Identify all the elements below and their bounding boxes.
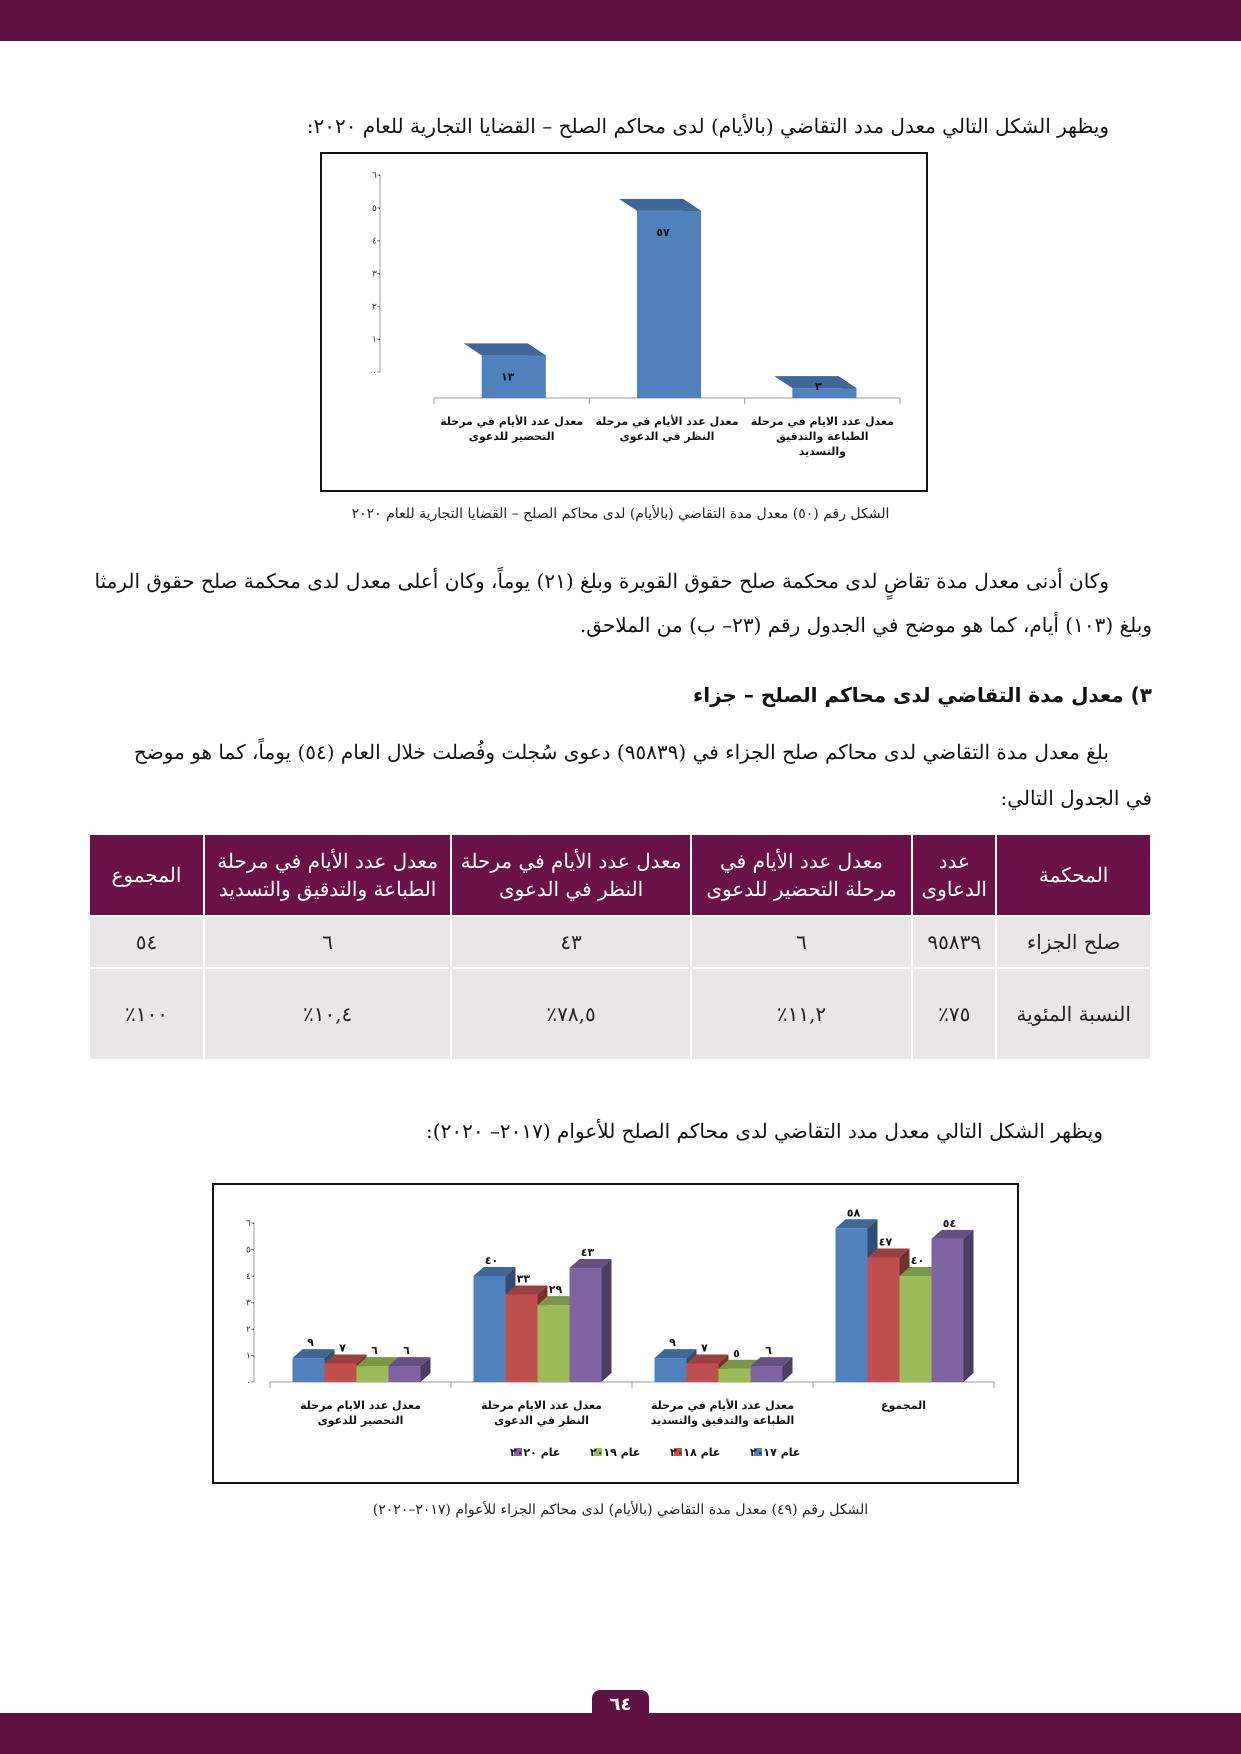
chart2-data-label: ٥ (733, 1346, 740, 1360)
chart1-frame (320, 152, 928, 492)
chart1-plot (322, 154, 926, 490)
y-tick-label: ٤٠ (372, 236, 382, 247)
page-number: ٦٤ (592, 1690, 649, 1720)
y-tick-label: ٣٠ (372, 269, 382, 280)
table-cell: ٦ (204, 916, 451, 968)
chart2-data-label: ٤٠ (910, 1254, 925, 1267)
chart1-category-label: معدل عدد الأيام في مرحلة التحضير للدعوى (440, 415, 584, 443)
chart2-data-label: ٩ (307, 1336, 314, 1350)
chart2-data-label: ٦ (371, 1344, 378, 1358)
chart2-data-label: ٢٩ (548, 1283, 563, 1297)
table-cell: ١١,٢٪ (691, 968, 913, 1060)
chart2-category-label: معدل عدد الايام مرحلة التحضير للدعوى (300, 1399, 421, 1427)
col-header-printing: معدل عدد الأيام في مرحلة الطباعة والتدقيق والتسديد (204, 834, 451, 916)
table-row (89, 916, 1151, 968)
chart1-data-label: ٥٧ (656, 225, 670, 239)
chart2-data-label: ٥٤ (942, 1216, 957, 1230)
legend-label: عام ٢٠١٨ (670, 1446, 721, 1459)
legend-label: عام ٢٠١٩ (590, 1446, 641, 1459)
chart2-data-label: ٥٨ (846, 1206, 861, 1220)
paragraph-1-line-1: وكان أدنى معدل مدة تقاضٍ لدى محكمة صلح حقوق القويرة وبلغ (٢١) يوماً، وكان أعلى معدل لدى محكمة صلح حقوق الرمثا (94, 569, 1109, 593)
col-header-preparation: معدل عدد الأيام في مرحلة التحضير للدعوى (691, 834, 913, 916)
chart2-data-label: ٤٧ (878, 1235, 893, 1249)
chart2-caption: الشكل رقم (٤٩) معدل مدة التقاضي (بالأيام) لدى محاكم الجزاء للأعوام (٢٠١٧–٢٠٢٠) (372, 1502, 869, 1518)
chart1-category-label: معدل عدد الايام في مرحلة الطباعة والتدقيق والتسديد (750, 415, 894, 458)
chart2-plot (214, 1185, 1017, 1482)
col-header-court: المحكمة (996, 834, 1151, 916)
col-header-hearing: معدل عدد الأيام في مرحلة النظر في الدعوى (451, 834, 690, 916)
y-tick-label: ٣٠ (246, 1298, 256, 1309)
y-tick-label: ٠ (246, 1378, 251, 1388)
top-banner (0, 0, 1241, 41)
table-cell: ٧٥٪ (912, 968, 996, 1060)
chart1-caption: الشكل رقم (٥٠) معدل مدة التقاضي (بالأيام) لدى محاكم الصلح – القضايا التجارية للعام ٢٠٢٠ (351, 506, 890, 522)
chart2-data-label: ٧ (339, 1341, 346, 1355)
paragraph-2-line-1: بلغ معدل مدة التقاضي لدى محاكم صلح الجزاء في (٩٥٨٣٩) دعوى سُجلت وفُصلت خلال العام (٥٤) يوماً، كما هو موضح (133, 740, 1109, 764)
chart2-bar (932, 1230, 974, 1382)
chart2-data-label: ٤٠ (484, 1254, 499, 1267)
y-tick-label: ٥٠ (372, 203, 382, 214)
y-tick-label: ٦٠ (372, 171, 382, 181)
y-tick-label: ٠ (372, 368, 377, 378)
chart2-data-label: ٦ (403, 1344, 410, 1358)
col-header-total: المجموع (89, 834, 204, 916)
table-cell: ١٠٠٪ (89, 968, 204, 1060)
chart1-data-label: ٣ (814, 380, 822, 393)
table-cell: ١٠,٤٪ (204, 968, 451, 1060)
chart1-data-label: ١٣ (500, 370, 515, 384)
table-cell: ٤٣ (451, 916, 690, 968)
table-row (89, 968, 1151, 1060)
chart1-category-label: معدل عدد الأيام في مرحلة النظر في الدعوى (595, 415, 739, 443)
y-tick-label: ٢٠ (372, 302, 382, 313)
legend-label: عام ٢٠٢٠ (510, 1446, 561, 1459)
table-cell: النسبة المئوية (996, 968, 1151, 1060)
table-cell: ٩٥٨٣٩ (912, 916, 996, 968)
table-cell: صلح الجزاء (996, 916, 1151, 968)
legend-label: عام ٢٠١٧ (750, 1446, 801, 1459)
chart2-data-label: ٤٣ (580, 1246, 595, 1260)
col-header-cases: عدد الدعاوى (912, 834, 996, 916)
table-cell: ٦ (691, 916, 913, 968)
chart2-data-label: ٦ (765, 1344, 772, 1358)
section-heading-3: ٣) معدل مدة التقاضي لدى محاكم الصلح – جزاء (693, 683, 1152, 707)
paragraph-2-line-2: في الجدول التالي: (1000, 786, 1152, 810)
y-tick-label: ٦٠ (246, 1219, 256, 1229)
chart2-data-label: ٧ (701, 1341, 708, 1355)
paragraph-1-line-2: وبلغ (١٠٣) أيام، كما هو موضح في الجدول رقم (٢٣– ب) من الملاحق. (579, 613, 1152, 637)
y-tick-label: ٤٠ (246, 1272, 256, 1282)
chart2-data-label: ٩ (669, 1336, 676, 1350)
y-tick-label: ١٠ (246, 1351, 256, 1362)
chart2-category-label: المجموع (881, 1399, 926, 1412)
chart1-intro: ويظهر الشكل التالي معدل مدد التقاضي (بالأيام) لدى محاكم الصلح – القضايا التجارية للعام ٢٠٢٠: (306, 114, 1109, 138)
chart2-category-label: معدل عدد الايام مرحلة النظر في الدعوى (481, 1399, 602, 1427)
litigation-table (88, 833, 1152, 1061)
chart2-intro: ويظهر الشكل التالي معدل مدد التقاضي لدى محاكم الصلح للأعوام (٢٠١٧– ٢٠٢٠): (426, 1119, 1103, 1143)
table-cell: ٥٤ (89, 916, 204, 968)
chart2-frame (212, 1183, 1019, 1484)
y-tick-label: ٢٠ (246, 1325, 256, 1335)
chart2-data-label: ٣٣ (516, 1272, 531, 1286)
chart2-bar (570, 1259, 612, 1382)
table-cell: ٧٨,٥٪ (451, 968, 690, 1060)
chart2-category-label: معدل عدد الأيام في مرحلة الطباعة والتدقيق والتسديد (650, 1399, 795, 1427)
y-tick-label: ١٠ (372, 335, 382, 346)
chart2-bar (389, 1357, 431, 1382)
y-tick-label: ٥٠ (246, 1245, 256, 1256)
chart2-bar (751, 1357, 793, 1382)
